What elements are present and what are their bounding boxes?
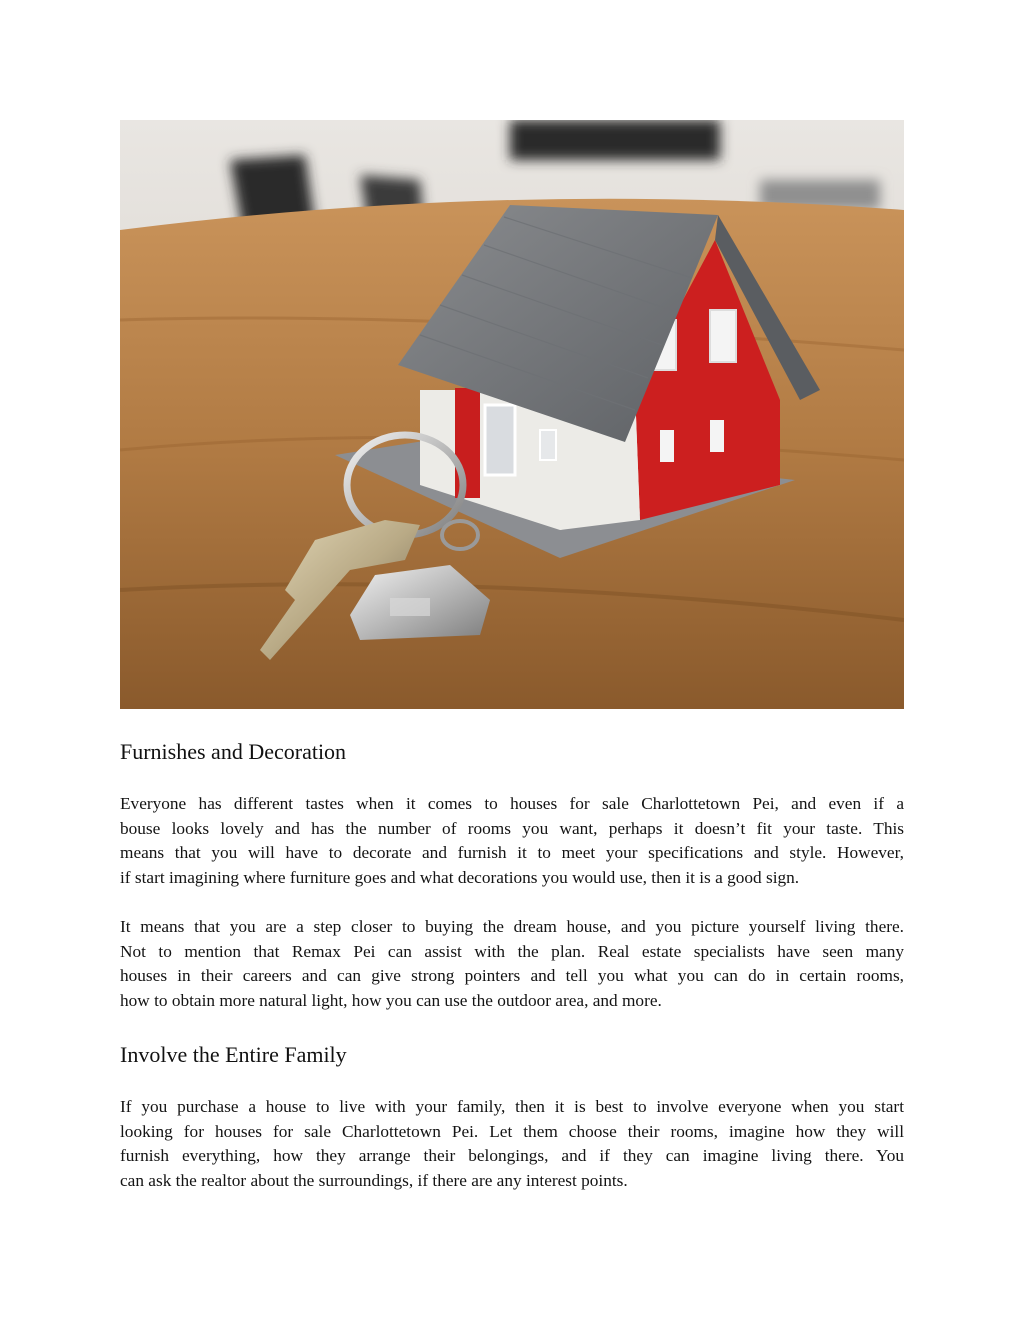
text-line: Not to mention that Remax Pei can assist with the plan. Real estate specialists have seen many (120, 941, 904, 961)
text-line: It means that you are a step closer to buying the dream house, and you picture yourself living there. (120, 917, 904, 936)
text-line: bouse looks lovely and has the number of rooms you want, perhaps it doesn’t fit your taste. This (120, 818, 904, 838)
text-line: if start imagining where furniture goes and what decorations you would use, then it is a good sign. (120, 867, 800, 887)
section-heading-furnishes: Furnishes and Decoration (120, 739, 347, 764)
text-line: means that you will have to decorate and furnish it to meet your specifications and style. However, (120, 843, 904, 863)
text-line: can ask the realtor about the surroundings, if there are any interest points. (120, 1170, 628, 1190)
text-line: furnish everything, how they arrange their belongings, and if they can imagine living there. You (120, 1146, 904, 1166)
text-line: how to obtain more natural light, how you can use the outdoor area, and more. (120, 990, 662, 1010)
paragraph-family-1 (120, 1095, 904, 1193)
paragraph-furnishes-1 (120, 792, 904, 890)
section-heading-family: Involve the Entire Family (120, 1042, 347, 1067)
house-model-with-keys-photo (120, 120, 904, 709)
text-line: Everyone has different tastes when it comes to houses for sale Charlottetown Pei, and even if a (120, 794, 904, 813)
text-line: looking for houses for sale Charlottetown Pei. Let them choose their rooms, imagine how they will (120, 1121, 904, 1141)
paragraph-furnishes-2 (120, 915, 904, 1013)
text-line: If you purchase a house to live with your family, then it is best to involve everyone when you start (120, 1097, 904, 1116)
text-line: houses in their careers and can give strong pointers and tell you what you can do in certain rooms, (120, 966, 904, 986)
